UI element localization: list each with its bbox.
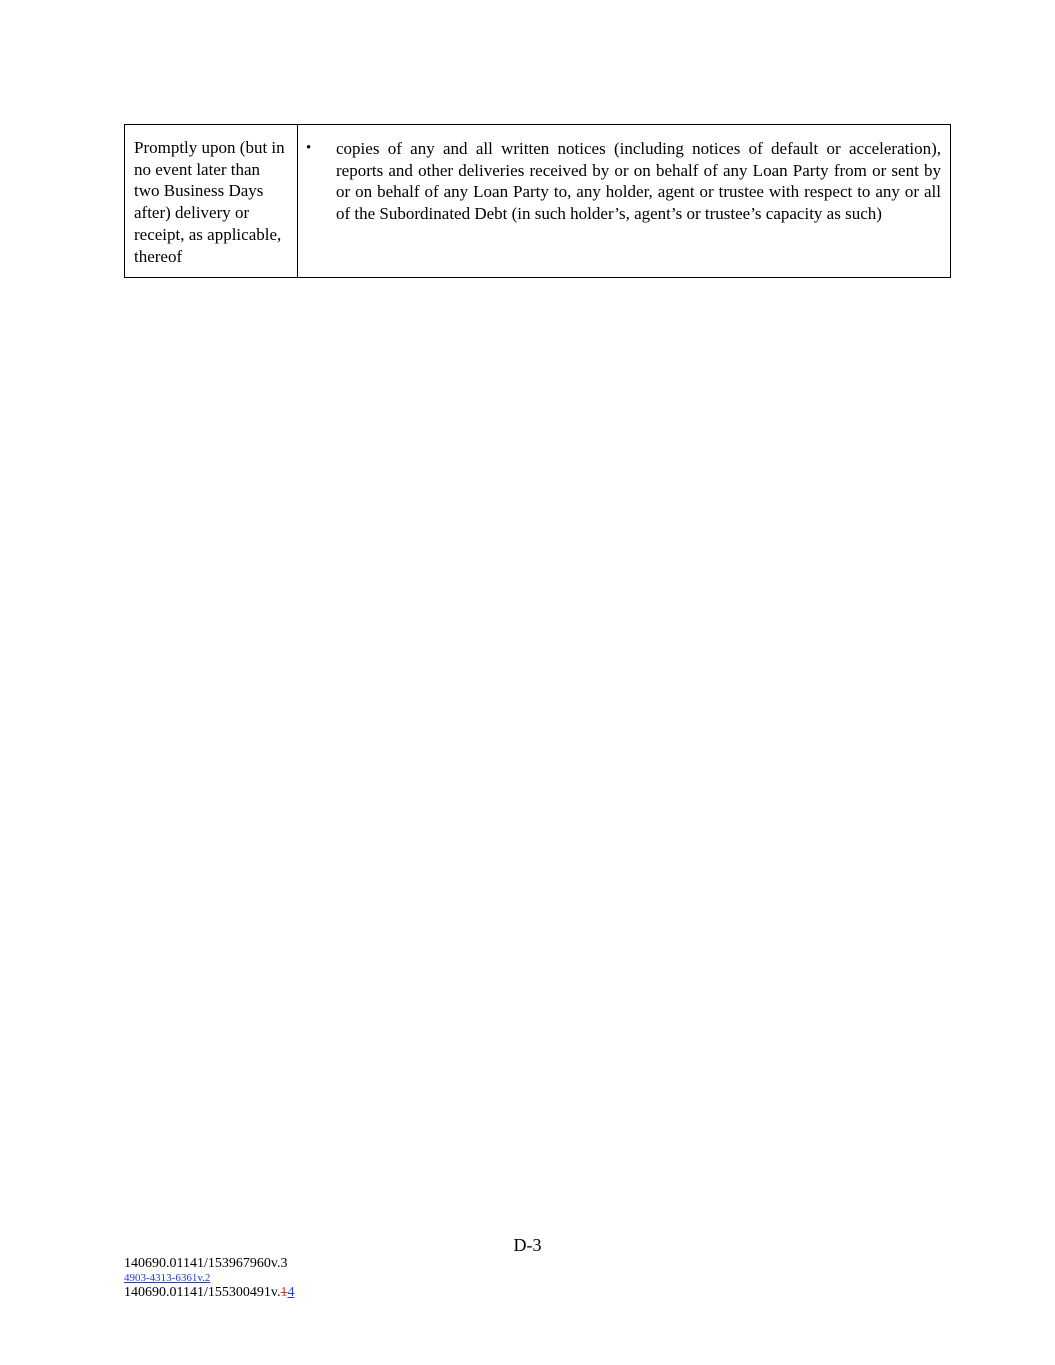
footer-deleted-version: 1 — [280, 1285, 288, 1300]
document-footer — [124, 1256, 294, 1301]
footer-inserted-version: 4 — [287, 1285, 295, 1300]
footer-doc-id-3-prefix: 140690.01141/155300491v. — [124, 1285, 281, 1300]
table-row — [125, 125, 951, 278]
footer-doc-id-2: 4903-4313-6361v.2 — [124, 1272, 211, 1284]
deliverable-text: copies of any and all written notices (including notices of default or acceleration), reports and other deliveries received by or on behalf of any Loan Party from or sent by or on behalf of any Loan Party to, any holder, agent or trustee with respect to any or all of the Subordinated Debt (in such holder’s, agent’s or trustee’s capacity as such) — [336, 139, 941, 224]
bullet-item — [298, 125, 950, 251]
deliverables-table — [124, 124, 951, 278]
deliverable-cell — [298, 125, 951, 278]
timing-text: Promptly upon (but in no event later than two Business Days after) delivery or receipt, as applicable, thereof — [134, 138, 285, 266]
timing-cell — [125, 125, 298, 278]
page-number: D-3 — [513, 1235, 542, 1255]
footer-doc-id-1: 140690.01141/153967960v.3 — [124, 1256, 288, 1271]
bullet-icon: • — [306, 140, 312, 156]
footer-doc-id-3 — [124, 1285, 294, 1301]
